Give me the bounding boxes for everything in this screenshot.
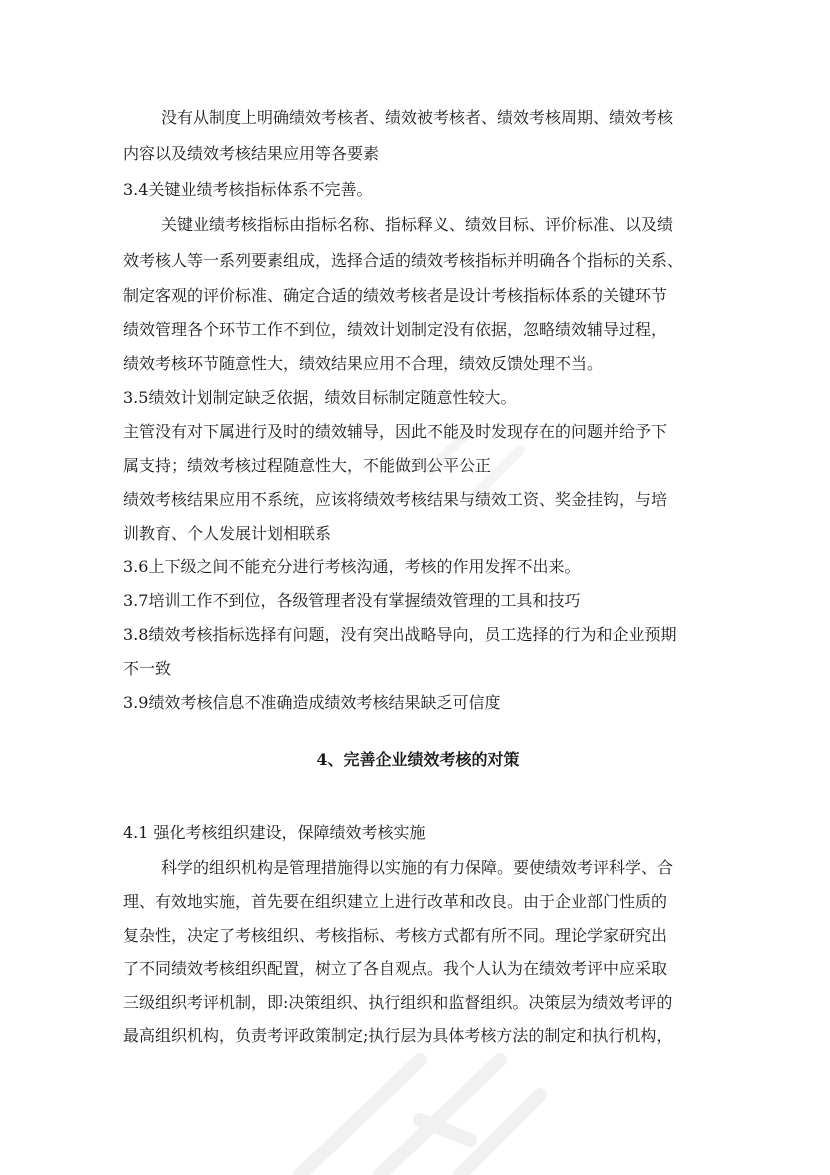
text-line: 效考核人等一系列要素组成，选择合适的绩效考核指标并明确各个指标的关系、 [123,251,684,270]
section-heading: 4、完善企业绩效考核的对策 [316,750,520,769]
paragraph-line: 科学的组织机构是管理措施得以实施的有力保障。要使绩效考评科学、合 [161,858,674,877]
text-line: 训教育、个人发展计划相联系 [123,524,332,543]
text-line: 制定客观的评价标准、确定合适的绩效考核者是设计考核指标体系的关键环节 [123,286,668,305]
text-line: 没有从制度上明确绩效考核者、绩效被考核者、绩效考核周期、绩效考核 [161,108,674,127]
text-line: 主管没有对下属进行及时的绩效辅导，因此不能及时发现存在的问题并给予下 [123,422,668,441]
text-line: 内容以及绩效考核结果应用等各要素 [123,144,380,163]
text-line: 3.5绩效计划制定缺乏依据，绩效目标制定随意性较大。 [123,388,517,407]
text-line: 绩效考核环节随意性大，绩效结果应用不合理，绩效反馈处理不当。 [123,354,604,373]
text-line: 3.9绩效考核信息不准确造成绩效考核结果缺乏可信度 [123,693,501,712]
text-line: 属支持；绩效考核过程随意性大，不能做到公平公正 [123,456,492,475]
paragraph-line: 三级组织考评机制，即:决策组织、执行组织和监督组织。决策层为绩效考评的 [123,993,673,1012]
text-line: 关键业绩考核指标由指标名称、指标释义、绩效目标、评价标准、以及绩 [161,215,674,234]
text-line: 绩效考核结果应用不系统，应该将绩效考核结果与绩效工资、奖金挂钩，与培 [123,490,668,509]
paragraph-line: 复杂性，决定了考核组织、考核指标、考核方式都有所不同。理论学家研究出 [123,926,668,945]
paragraph-line: 最高组织机构，负责考评政策制定;执行层为具体考核方法的制定和执行机构， [123,1026,673,1045]
text-line: 3.4关键业绩考核指标体系不完善。 [123,180,373,199]
paragraph-line: 了不同绩效考核组织配置，树立了各自观点。我个人认为在绩效考评中应采取 [123,959,668,978]
text-line: 3.7培训工作不到位，各级管理者没有掌握绩效管理的工具和技巧 [123,591,581,610]
text-line: 不一致 [123,659,172,678]
text-line: 3.6上下级之间不能充分进行考核沟通，考核的作用发挥不出来。 [123,557,581,576]
subheading: 4.1 强化考核组织建设，保障绩效考核实施 [123,823,426,842]
paragraph-line: 理、有效地实施，首先要在组织建立上进行改革和改良。由于企业部门性质的 [123,892,668,911]
text-line: 绩效管理各个环节工作不到位，绩效计划制定没有依据，忽略绩效辅导过程， [123,320,668,339]
text-line: 3.8绩效考核指标选择有问题，没有突出战略导向，员工选择的行为和企业预期 [123,625,677,644]
